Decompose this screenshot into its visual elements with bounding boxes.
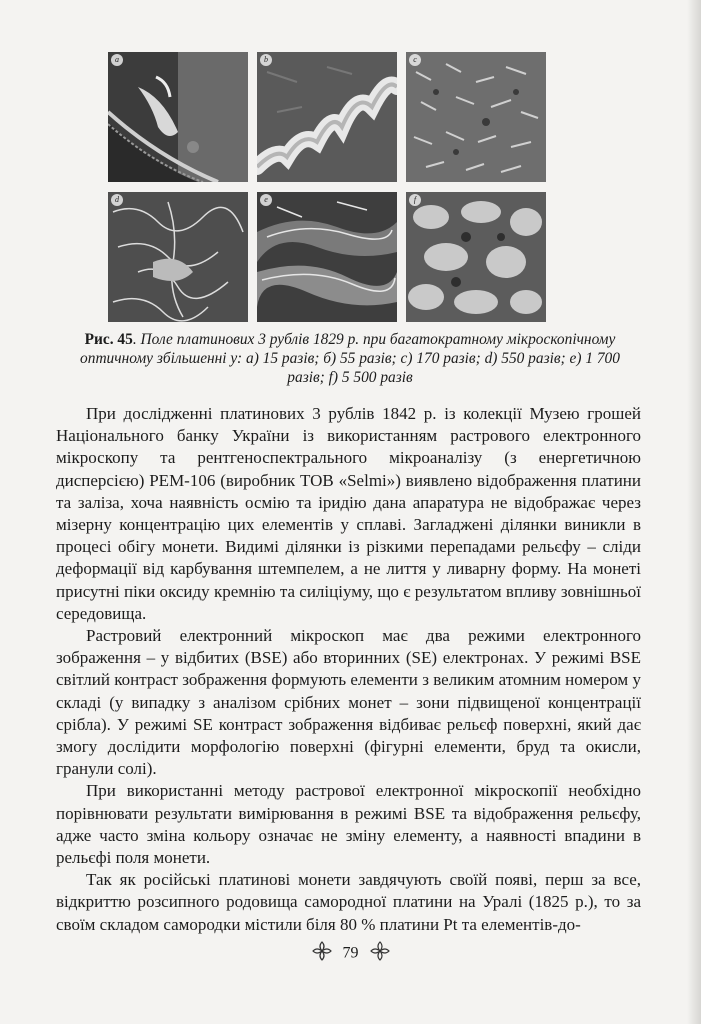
paragraph: Растровий електронний мікроскоп має два режими електронного зображення – у відбитих (BSE) або вторинних (SE) електронах. У режимі BSE світлий контраст зображення формують елементи з великим атомним номером у складі (у випадку з аналізом срібних монет – зони підвищеної концентрації срібла). У режимі SE контраст зображення відбиває рельєф поверхні, який дає змогу дослідити морфологію поверхні (фігурні елементи, бруд та окисли, гранули солі). <box>56 626 641 779</box>
body-text <box>56 403 641 936</box>
paragraph: При використанні методу растрової електронної мікроскопії необхідно порівнювати результати вимірювання в режимі BSE та відображення рельєфу, адже часто зміна кольору означає не зміну елементу, а наявності впадини в рельєфі поля монети. <box>56 781 641 868</box>
micrograph-panel-d <box>108 192 248 322</box>
micrograph-panel-f <box>406 192 546 322</box>
figure-caption-text: . Поле платинових 3 рублів 1829 р. при багатократному мікроскопічному оптичному збільшенні у: a) 15 разів; б) 55 разів; c) 170 разів; d) 550 разів; e) 1 700 разів; f) 5 500 разів <box>80 331 620 386</box>
floral-ornament-icon <box>369 940 391 967</box>
panel-letter-b: b <box>260 54 272 66</box>
panel-letter-c: c <box>409 54 421 66</box>
panel-letter-e: e <box>260 194 272 206</box>
micrograph-panel-a <box>108 52 248 182</box>
panel-letter-a: a <box>111 54 123 66</box>
paragraph: Так як російські платинові монети завдячують своїй появі, перш за все, відкриттю розсипного родовища самородної платини на Уралі (1825 р.), то за своїм складом самородки містили біля 80 % платини Pt та елементів-до- <box>56 870 641 934</box>
figure-45-micrographs <box>108 52 546 322</box>
page-edge-shadow <box>687 0 701 1024</box>
panel-letter-d: d <box>111 194 123 206</box>
page-footer <box>0 940 701 967</box>
figure-caption <box>80 330 620 387</box>
paragraph: При дослідженні платинових 3 рублів 1842 р. із колекції Музею грошей Національного банку України із використанням растрового електронного мікроскопу та рентгеноспектрального мікроаналізу (з енергетичною дисперсією) РЕМ-106 (виробник ТОВ «Selmi») виявлено відображення платини та заліза, хоча наявність осмію та іридію дана апаратура не відображає через мізерну концентрацію цих елементів у сплаві. Загладжені ділянки виникли в процесі обігу монети. Видимі ділянки із різкими перепадами рельєфу – сліди деформації від карбування штемпелем, а не лиття у ливарну форму. На монеті присутні піки оксиду кремнію та силіціуму, що є результатом впливу зовнішньої середовища. <box>56 404 641 623</box>
figure-caption-label: Рис. 45 <box>84 331 133 348</box>
panel-letter-f: f <box>409 194 421 206</box>
micrograph-panel-b <box>257 52 397 182</box>
micrograph-panel-e <box>257 192 397 322</box>
micrograph-panel-c <box>406 52 546 182</box>
page-number: 79 <box>342 944 359 962</box>
floral-ornament-icon <box>311 940 333 967</box>
